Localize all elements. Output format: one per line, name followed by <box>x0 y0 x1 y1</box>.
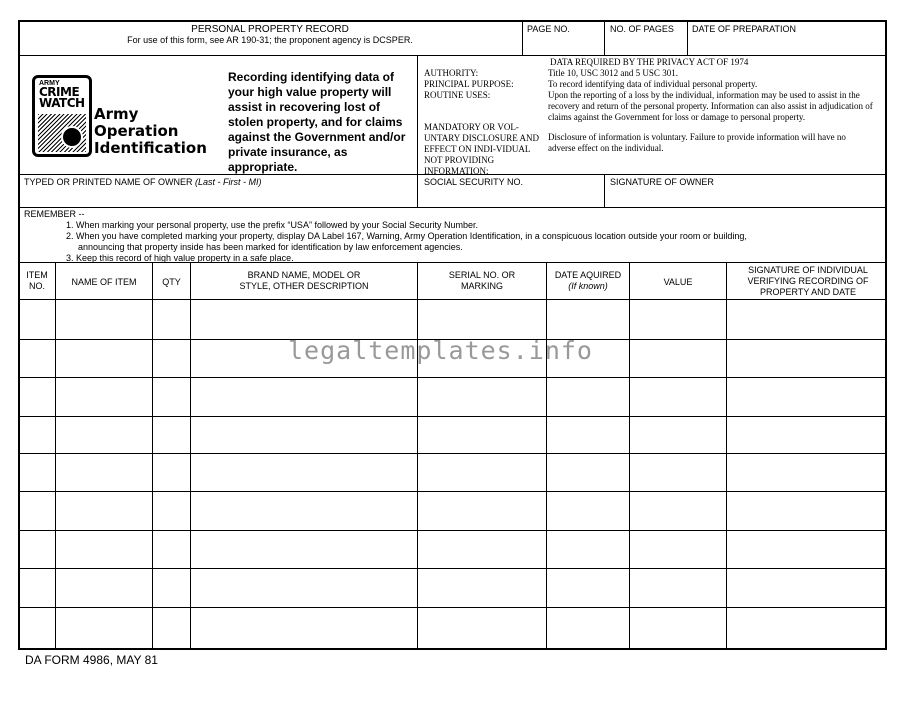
logo-line-army: Army <box>94 105 139 123</box>
col-name: NAME OF ITEM <box>71 277 137 287</box>
logo-line-identification: Identification <box>94 139 207 157</box>
col-date <box>547 270 629 292</box>
col-divider <box>726 262 727 650</box>
col-brand: BRAND NAME, MODEL OR STYLE, OTHER DESCRIPTION <box>239 270 369 291</box>
table-row <box>18 530 887 531</box>
logo-line-operation: Operation <box>94 122 179 140</box>
table-row <box>18 377 887 378</box>
divider <box>604 174 605 207</box>
routine-label: ROUTINE USES: <box>424 90 491 100</box>
col-divider <box>152 262 153 650</box>
col-value: VALUE <box>663 277 693 287</box>
logo-crime-text: CRIME <box>39 85 80 99</box>
col-qty: QTY <box>162 277 181 287</box>
owner-name-label: TYPED OR PRINTED NAME OF OWNER <box>24 177 193 187</box>
col-divider <box>55 262 56 650</box>
authority-value: Title 10, USC 3012 and 5 USC 301. <box>548 68 678 78</box>
col-item-no: ITEM NO. <box>26 270 48 291</box>
table-row <box>18 491 887 492</box>
remember-item: 3. Keep this record of high value property in a safe place. <box>66 253 294 263</box>
logo-watch-text: WATCH <box>39 96 85 110</box>
remember-list <box>66 220 778 264</box>
rule-header <box>18 55 887 56</box>
owner-name-hint: (Last - First - MI) <box>195 177 262 187</box>
logo-caption <box>94 106 207 157</box>
col-divider <box>417 262 418 650</box>
watermark: legaltemplates.info <box>288 336 593 365</box>
form-title: PERSONAL PROPERTY RECORD <box>191 24 349 35</box>
ssn-field[interactable]: SOCIAL SECURITY NO. <box>424 177 524 187</box>
army-crime-watch-logo <box>32 75 92 157</box>
privacy-heading: DATA REQUIRED BY THE PRIVACY ACT OF 1974 <box>550 57 749 67</box>
purpose-label: PRINCIPAL PURPOSE: <box>424 79 514 89</box>
table-row <box>18 607 887 608</box>
table-row <box>18 453 887 454</box>
mandatory-value: Disclosure of information is voluntary. Failure to provide information will have no adverse effect on the individual. <box>548 132 846 153</box>
page-no-field[interactable]: PAGE NO. <box>527 24 570 34</box>
date-of-preparation-field[interactable]: DATE OF PREPARATION <box>692 24 797 34</box>
mandatory-label: MANDATORY OR VOL-UNTARY DISCLOSURE AND EFFECT ON INDI-VIDUAL NOT PROVIDING INFORMATION: <box>424 122 539 176</box>
form-number: DA FORM 4986, MAY 81 <box>25 653 158 667</box>
col-divider <box>546 262 547 650</box>
form-subtitle: For use of this form, see AR 190-31; the proponent agency is DCSPER. <box>127 35 413 45</box>
logo-crime-watch <box>39 87 85 109</box>
col-serial: SERIAL NO. OR MARKING <box>448 270 516 291</box>
rule-col-header <box>18 299 887 300</box>
owner-name-field[interactable] <box>24 177 262 188</box>
purpose-value: To record identifying data of individual personal property. <box>548 79 758 89</box>
col-date-hint: (If known) <box>568 281 608 291</box>
divider <box>604 20 605 55</box>
col-divider <box>190 262 191 650</box>
col-divider <box>629 262 630 650</box>
recording-notice: Recording identifying data of your high value property will assist in recovering lost of stolen property, and for claims against the Government and/or private insurance, as appropriate. <box>228 70 406 174</box>
owner-signature-field[interactable]: SIGNATURE OF OWNER <box>610 177 714 187</box>
col-date-label: DATE AQUIRED <box>554 270 622 280</box>
remember-item: 1. When marking your personal property, use the prefix “USA” followed by your Social Security Number. <box>66 220 479 230</box>
no-of-pages-field[interactable]: NO. OF PAGES <box>610 24 674 34</box>
table-row <box>18 416 887 417</box>
divider <box>522 20 523 55</box>
remember-heading: REMEMBER -- <box>24 209 85 219</box>
logo-army-text: ARMY <box>39 80 60 87</box>
table-row <box>18 568 887 569</box>
authority-label: AUTHORITY: <box>424 68 479 78</box>
rule-owner <box>18 207 887 208</box>
remember-item: 2. When you have completed marking your property, display DA Label 167, Warning, Army Operation Identification, in a conspicuous location outside your room or building, announcing that property inside has been marked for identification by law enforcement agencies. <box>66 231 747 252</box>
routine-value: Upon the reporting of a loss by the individual, information may be used to assist in the recovery and return of the personal property. Information can also assist in adjudication of claims against the Government for loss or damage to personal property. <box>548 90 873 122</box>
divider <box>687 20 688 55</box>
col-signature: SIGNATURE OF INDIVIDUAL VERIFYING RECORDING OF PROPERTY AND DATE <box>747 265 869 297</box>
eye-icon <box>61 126 83 148</box>
